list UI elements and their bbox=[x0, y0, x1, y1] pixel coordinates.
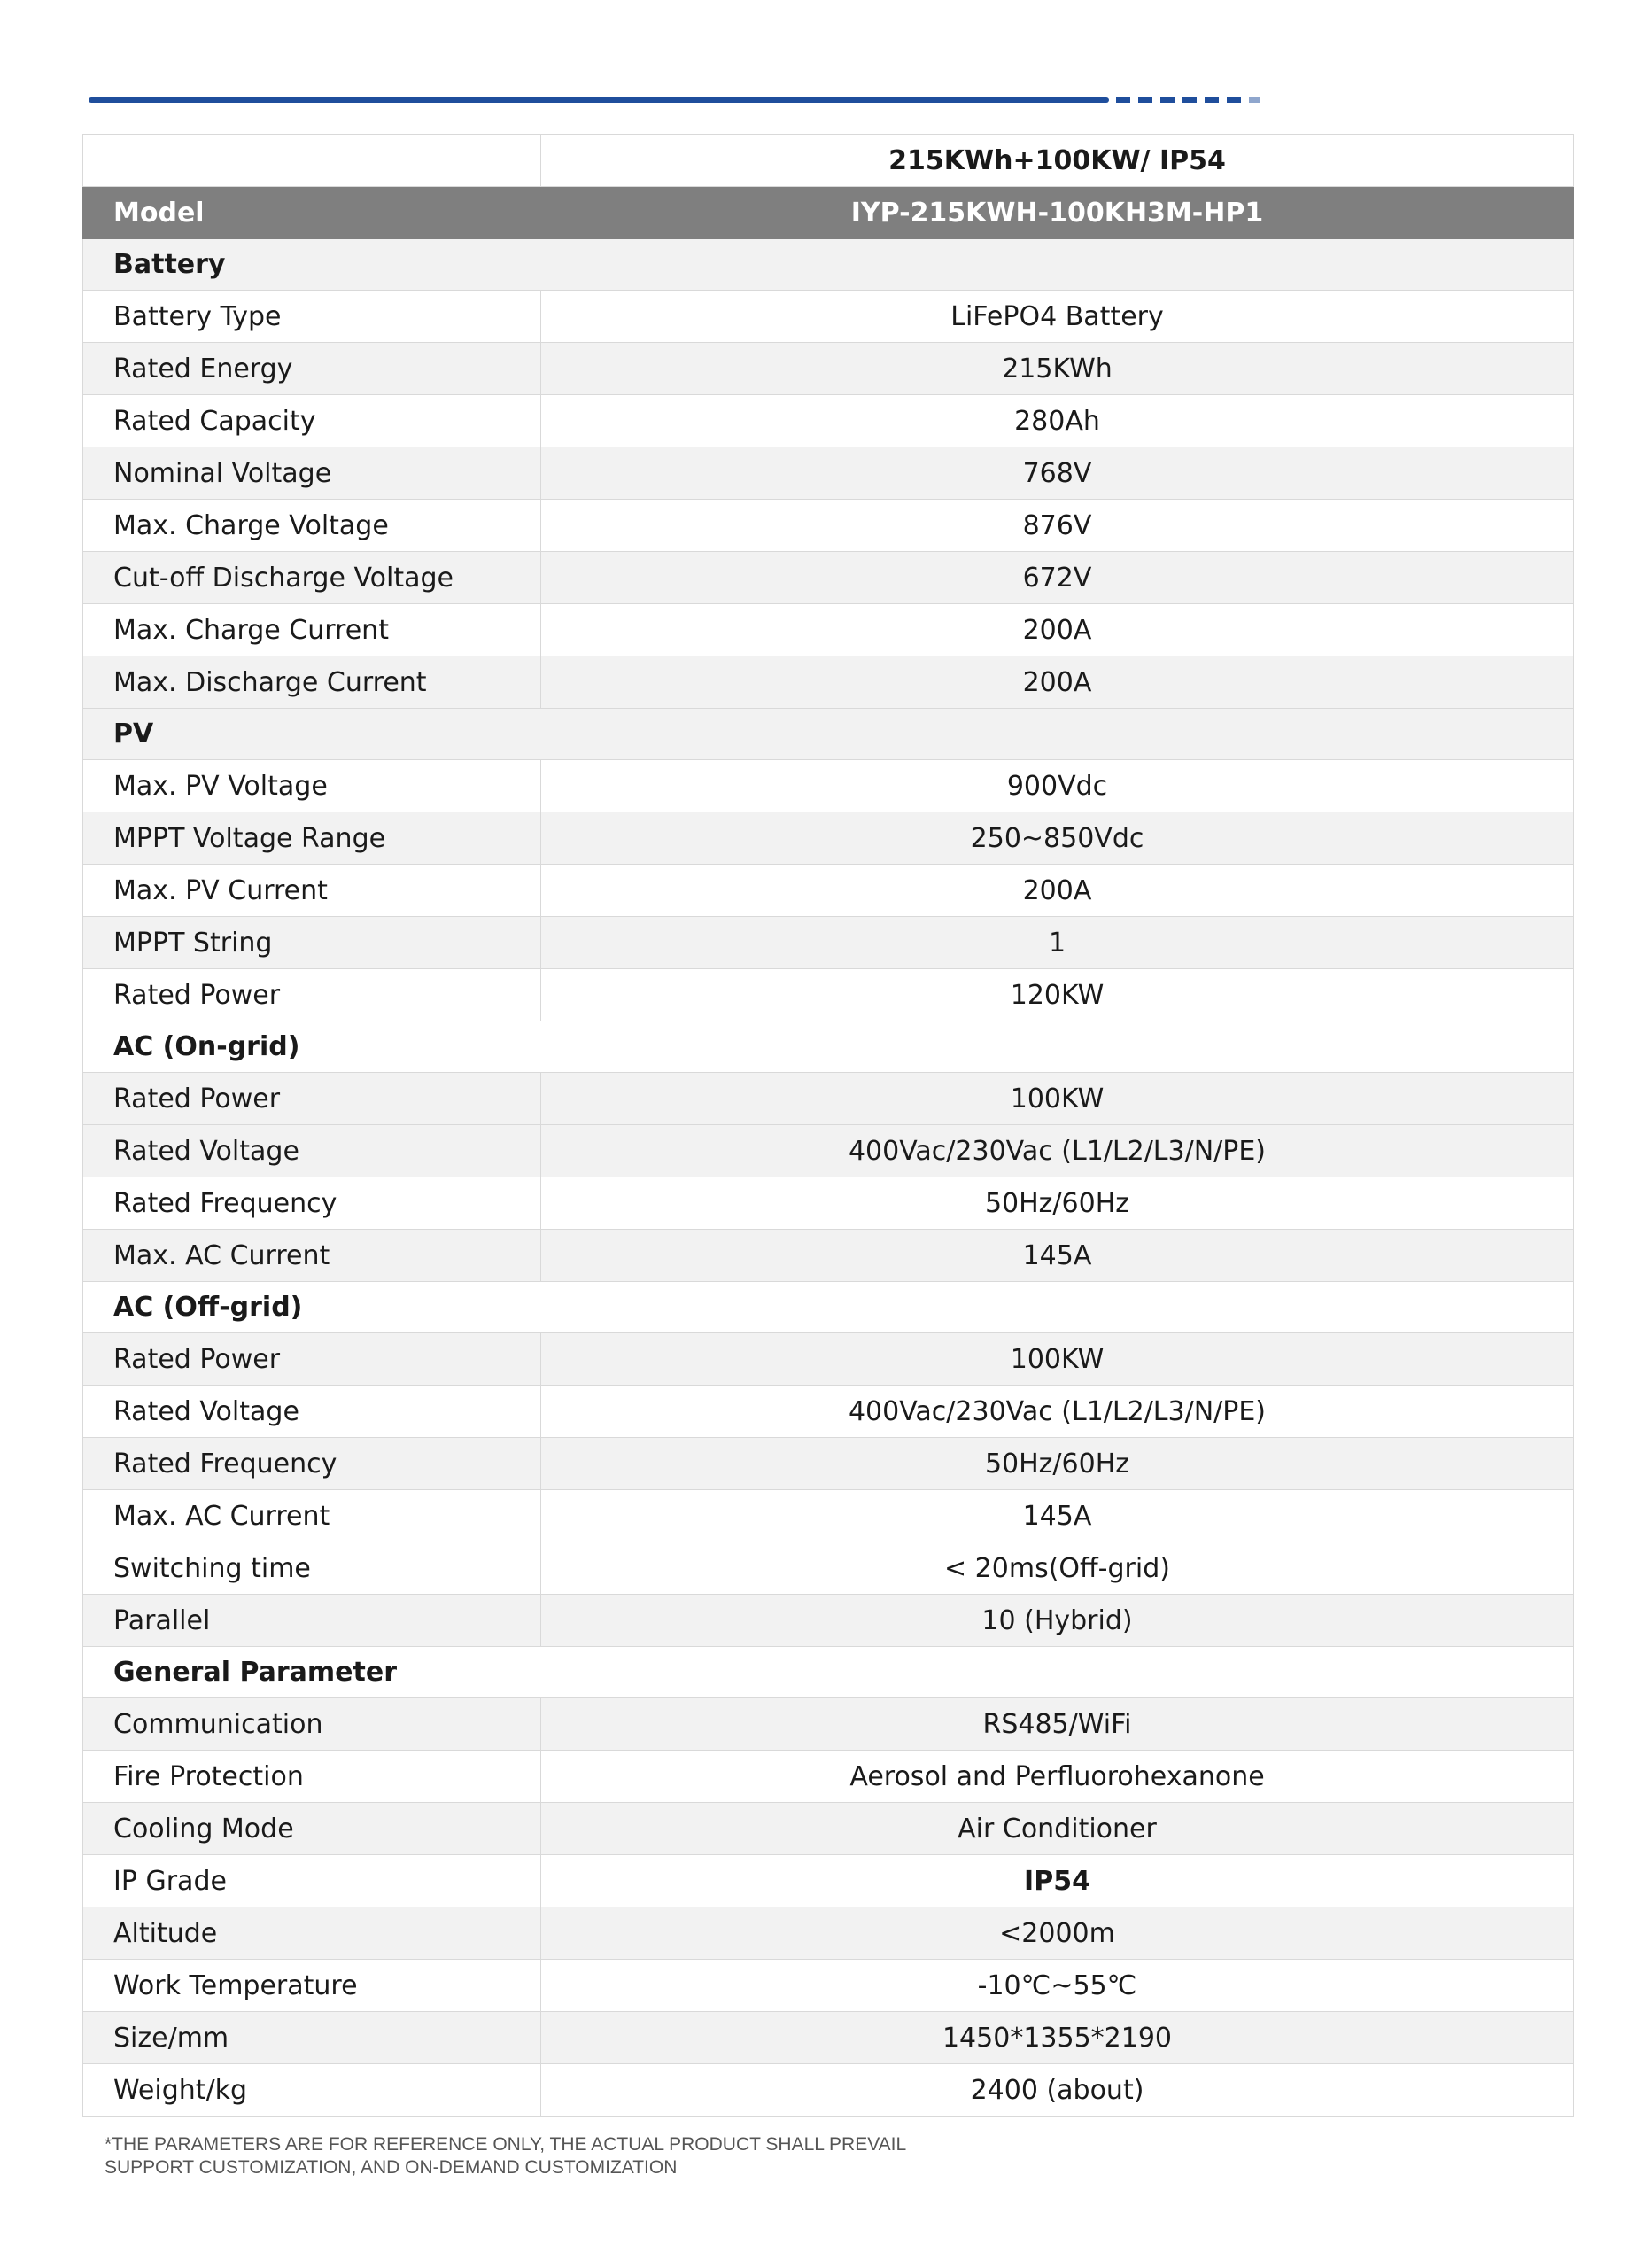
model-value: IYP-215KWH-100KH3M-HP1 bbox=[541, 187, 1574, 239]
footnote-line: *THE PARAMETERS ARE FOR REFERENCE ONLY, THE ACTUAL PRODUCT SHALL PREVAIL bbox=[105, 2134, 907, 2155]
table-row bbox=[83, 447, 1574, 500]
row-label: Max. Charge Voltage bbox=[83, 500, 541, 552]
row-label: MPPT String bbox=[83, 917, 541, 969]
row-value: -10℃~55℃ bbox=[541, 1960, 1574, 2012]
header-accent-bar bbox=[89, 97, 1262, 105]
table-row bbox=[83, 552, 1574, 604]
table-row bbox=[83, 2012, 1574, 2064]
table-row bbox=[83, 1490, 1574, 1542]
row-label: Nominal Voltage bbox=[83, 447, 541, 500]
row-value: 145A bbox=[541, 1230, 1574, 1282]
row-label: Rated Voltage bbox=[83, 1125, 541, 1177]
accent-line bbox=[89, 97, 1109, 103]
accent-dash bbox=[1116, 97, 1130, 103]
model-row bbox=[83, 187, 1574, 239]
accent-dash bbox=[1182, 97, 1197, 103]
table-header-row bbox=[83, 135, 1574, 187]
accent-dash bbox=[1160, 97, 1175, 103]
section-pv bbox=[83, 709, 1574, 760]
table-row bbox=[83, 500, 1574, 552]
table-row bbox=[83, 604, 1574, 656]
row-value: 2400 (about) bbox=[541, 2064, 1574, 2117]
row-label: IP Grade bbox=[83, 1855, 541, 1907]
header-blank-cell bbox=[83, 135, 541, 187]
footnote bbox=[105, 2133, 906, 2179]
table-row bbox=[83, 1438, 1574, 1490]
table-row bbox=[83, 1333, 1574, 1386]
row-value: 400Vac/230Vac (L1/L2/L3/N/PE) bbox=[541, 1386, 1574, 1438]
table-row bbox=[83, 1595, 1574, 1647]
row-value: 200A bbox=[541, 604, 1574, 656]
row-value: 672V bbox=[541, 552, 1574, 604]
section-ac-off-grid bbox=[83, 1282, 1574, 1333]
row-value: < 20ms(Off-grid) bbox=[541, 1542, 1574, 1595]
section-title: AC (Off-grid) bbox=[83, 1282, 1574, 1333]
row-value: 145A bbox=[541, 1490, 1574, 1542]
row-label: Fire Protection bbox=[83, 1751, 541, 1803]
table-row bbox=[83, 760, 1574, 812]
row-value: 200A bbox=[541, 865, 1574, 917]
table-row bbox=[83, 917, 1574, 969]
row-value: 1450*1355*2190 bbox=[541, 2012, 1574, 2064]
row-label: Rated Power bbox=[83, 1073, 541, 1125]
row-label: Rated Energy bbox=[83, 343, 541, 395]
section-title: General Parameter bbox=[83, 1647, 1574, 1698]
row-value: 876V bbox=[541, 500, 1574, 552]
section-title: PV bbox=[83, 709, 1574, 760]
accent-dash bbox=[1138, 97, 1152, 103]
row-label: Rated Power bbox=[83, 1333, 541, 1386]
product-title: 215KWh+100KW/ IP54 bbox=[541, 135, 1574, 187]
accent-dash bbox=[1249, 97, 1260, 103]
section-general-parameter bbox=[83, 1647, 1574, 1698]
row-label: Rated Power bbox=[83, 969, 541, 1021]
row-label: Max. PV Voltage bbox=[83, 760, 541, 812]
table-row bbox=[83, 1230, 1574, 1282]
row-label: Parallel bbox=[83, 1595, 541, 1647]
row-value: 100KW bbox=[541, 1333, 1574, 1386]
row-value: 900Vdc bbox=[541, 760, 1574, 812]
table-row bbox=[83, 1073, 1574, 1125]
row-label: Rated Capacity bbox=[83, 395, 541, 447]
row-value: 100KW bbox=[541, 1073, 1574, 1125]
table-row bbox=[83, 1177, 1574, 1230]
table-row bbox=[83, 1386, 1574, 1438]
row-label: Rated Frequency bbox=[83, 1438, 541, 1490]
table-row bbox=[83, 865, 1574, 917]
row-label: Altitude bbox=[83, 1907, 541, 1960]
row-label: Max. Discharge Current bbox=[83, 656, 541, 709]
row-value: Air Conditioner bbox=[541, 1803, 1574, 1855]
table-row bbox=[83, 656, 1574, 709]
row-label: MPPT Voltage Range bbox=[83, 812, 541, 865]
table-row bbox=[83, 969, 1574, 1021]
row-value: 250~850Vdc bbox=[541, 812, 1574, 865]
row-label: Max. PV Current bbox=[83, 865, 541, 917]
section-battery bbox=[83, 239, 1574, 291]
spec-table bbox=[82, 134, 1574, 2117]
section-ac-on-grid bbox=[83, 1021, 1574, 1073]
row-value: 1 bbox=[541, 917, 1574, 969]
table-row bbox=[83, 1125, 1574, 1177]
table-row bbox=[83, 1542, 1574, 1595]
row-label: Battery Type bbox=[83, 291, 541, 343]
row-label: Communication bbox=[83, 1698, 541, 1751]
row-value: 120KW bbox=[541, 969, 1574, 1021]
row-label: Cut-off Discharge Voltage bbox=[83, 552, 541, 604]
row-label: Max. AC Current bbox=[83, 1230, 541, 1282]
table-row bbox=[83, 291, 1574, 343]
model-label: Model bbox=[83, 187, 541, 239]
table-row bbox=[83, 1907, 1574, 1960]
accent-dash bbox=[1227, 97, 1241, 103]
section-title: AC (On-grid) bbox=[83, 1021, 1574, 1073]
row-label: Rated Frequency bbox=[83, 1177, 541, 1230]
row-label: Cooling Mode bbox=[83, 1803, 541, 1855]
row-label: Max. AC Current bbox=[83, 1490, 541, 1542]
row-value: LiFePO4 Battery bbox=[541, 291, 1574, 343]
row-value: Aerosol and Perfluorohexanone bbox=[541, 1751, 1574, 1803]
footnote-line: SUPPORT CUSTOMIZATION, AND ON-DEMAND CUSTOMIZATION bbox=[105, 2157, 678, 2178]
table-row bbox=[83, 395, 1574, 447]
row-label: Size/mm bbox=[83, 2012, 541, 2064]
row-value: 215KWh bbox=[541, 343, 1574, 395]
accent-dash bbox=[1205, 97, 1219, 103]
row-value: 10 (Hybrid) bbox=[541, 1595, 1574, 1647]
table-row bbox=[83, 1855, 1574, 1907]
row-label: Rated Voltage bbox=[83, 1386, 541, 1438]
section-title: Battery bbox=[83, 239, 1574, 291]
table-row bbox=[83, 1751, 1574, 1803]
row-value: 400Vac/230Vac (L1/L2/L3/N/PE) bbox=[541, 1125, 1574, 1177]
table-row bbox=[83, 2064, 1574, 2117]
row-value: 50Hz/60Hz bbox=[541, 1177, 1574, 1230]
row-value: IP54 bbox=[541, 1855, 1574, 1907]
row-value: RS485/WiFi bbox=[541, 1698, 1574, 1751]
row-value: 200A bbox=[541, 656, 1574, 709]
row-value: 50Hz/60Hz bbox=[541, 1438, 1574, 1490]
table-row bbox=[83, 1960, 1574, 2012]
table-row bbox=[83, 1698, 1574, 1751]
table-row bbox=[83, 343, 1574, 395]
row-value: 280Ah bbox=[541, 395, 1574, 447]
table-row bbox=[83, 1803, 1574, 1855]
row-label: Switching time bbox=[83, 1542, 541, 1595]
row-value: 768V bbox=[541, 447, 1574, 500]
table-row bbox=[83, 812, 1574, 865]
row-label: Max. Charge Current bbox=[83, 604, 541, 656]
row-label: Weight/kg bbox=[83, 2064, 541, 2117]
row-label: Work Temperature bbox=[83, 1960, 541, 2012]
row-value: <2000m bbox=[541, 1907, 1574, 1960]
